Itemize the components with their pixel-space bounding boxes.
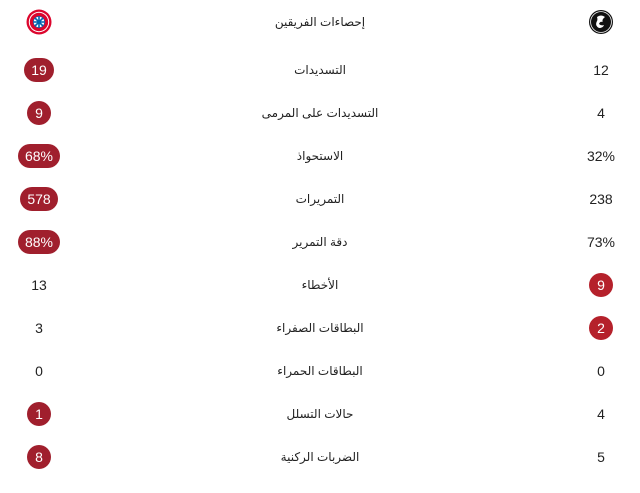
- stat-row-red-cards: [0, 353, 640, 389]
- home-offsides-value: 1: [27, 402, 51, 426]
- stat-label: التمريرات: [295, 192, 345, 206]
- stat-label: البطاقات الحمراء: [277, 364, 363, 378]
- stat-row-passes: [0, 181, 640, 217]
- home-shots-value: 19: [24, 58, 54, 82]
- home-shots-on-target-value: 9: [27, 101, 51, 125]
- stats-title: إحصاءات الفريقين: [274, 15, 366, 29]
- home-fouls-value: 13: [31, 277, 47, 293]
- stat-label: حالات التسلل: [286, 407, 354, 421]
- away-fouls-value: 9: [589, 273, 613, 297]
- stat-row-possession: [0, 138, 640, 174]
- stat-label: البطاقات الصفراء: [276, 321, 364, 335]
- stat-label: التسديدات: [294, 63, 346, 77]
- away-corners-value: 5: [597, 449, 605, 465]
- home-yellow-cards-value: 3: [35, 320, 43, 336]
- home-corners-value: 8: [27, 445, 51, 469]
- stat-row-offsides: [0, 396, 640, 432]
- away-shots-value: 12: [593, 62, 609, 78]
- home-passes-value: 578: [20, 187, 57, 211]
- away-shots-on-target-value: 4: [597, 105, 605, 121]
- stat-label: الضربات الركنية: [280, 450, 360, 464]
- stats-header-row: [0, 4, 640, 40]
- stat-row-shots: [0, 52, 640, 88]
- home-possession-value: 68%: [18, 144, 60, 168]
- away-yellow-cards-value: 2: [589, 316, 613, 340]
- away-offsides-value: 4: [597, 406, 605, 422]
- sc-freiburg-crest-icon: [588, 9, 614, 35]
- away-possession-value: 32%: [586, 148, 616, 164]
- away-team-logo: [562, 4, 640, 40]
- home-pass-accuracy-value: 88%: [18, 230, 60, 254]
- away-pass-accuracy-value: 73%: [586, 234, 616, 250]
- stat-row-corners: [0, 439, 640, 475]
- stat-row-fouls: [0, 267, 640, 303]
- away-red-cards-value: 0: [597, 363, 605, 379]
- bayern-munich-crest-icon: [26, 9, 52, 35]
- stat-row-shots-on-target: [0, 95, 640, 131]
- stat-label: التسديدات على المرمى: [261, 106, 379, 120]
- away-passes-value: 238: [589, 191, 613, 207]
- stat-label: الأخطاء: [301, 278, 339, 292]
- stat-row-yellow-cards: [0, 310, 640, 346]
- home-red-cards-value: 0: [35, 363, 43, 379]
- stat-row-pass-accuracy: [0, 224, 640, 260]
- stat-label: دقة التمرير: [292, 235, 348, 249]
- home-team-logo: [0, 4, 78, 40]
- stat-label: الاستحواذ: [296, 149, 344, 163]
